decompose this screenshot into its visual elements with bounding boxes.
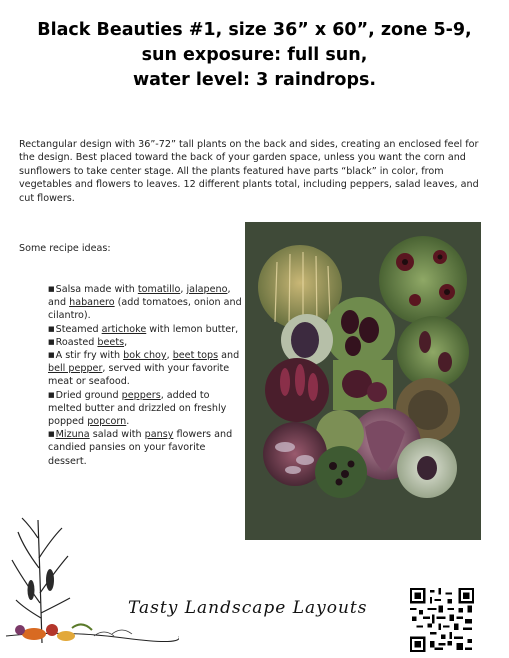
recipe-text: . (126, 416, 130, 428)
title-line-3: water level: 3 raindrops. (132, 70, 377, 90)
bullet-icon: ■ (48, 390, 55, 399)
recipe-link[interactable]: peppers (121, 389, 161, 401)
recipe-text: A stir fry with (55, 350, 124, 362)
recipe-text: salad with (89, 429, 145, 441)
recipe-text: Salsa made with (55, 284, 138, 295)
recipe-text: , added to melted butter and drizzled on freshly popped (48, 389, 227, 428)
bullet-icon: ■ (48, 351, 55, 360)
recipe-link[interactable]: habanero (69, 297, 115, 309)
recipe-item (48, 428, 243, 468)
plant-collage-image (245, 222, 481, 540)
recipe-link[interactable]: tomatillo (137, 284, 181, 295)
page-title (0, 18, 509, 93)
recipe-list (48, 283, 243, 468)
recipe-item (48, 389, 243, 429)
berry-image (315, 446, 367, 498)
leaf-image (397, 316, 469, 388)
recipe-text: and (218, 350, 240, 362)
beet-icon (15, 625, 25, 635)
recipe-text: (add tomatoes, onion and cilantro). (48, 297, 242, 322)
recipe-text: , (124, 336, 128, 348)
recipe-text: , served with your favorite meat or seafood. (48, 363, 230, 388)
recipe-link[interactable]: bell pepper (48, 363, 103, 375)
bullet-icon: ■ (48, 324, 55, 333)
intro-paragraph: Rectangular design with 36”-72” tall plants on the back and sides, creating an enclosed feel for the design. Best placed toward the back of your garden space, unless you want the corn and sunflowers to take center stage. All the plants featured have parts “black” in color, from vegetables and flowers to leaves. 12 different plants total, including peppers, salad leaves, and cut flowers. (19, 139, 479, 204)
recipe-link[interactable]: bok choy (123, 350, 167, 362)
veggie-logo (4, 508, 179, 653)
plant-collage (245, 222, 481, 540)
recipe-text: with lemon butter, (146, 323, 239, 335)
recipe-item (48, 323, 243, 336)
recipe-link[interactable]: beets (97, 336, 125, 348)
recipe-link[interactable]: jalapeno (186, 284, 228, 295)
recipe-item (48, 283, 243, 323)
recipe-text: , and (48, 284, 231, 309)
bullet-icon: ■ (48, 285, 55, 293)
recipe-text: flowers and candied pansies on your favorite dessert. (48, 429, 233, 467)
recipe-link[interactable]: Mizuna (55, 429, 90, 441)
recipe-text: Roasted (55, 336, 98, 348)
tomato-icon (46, 624, 58, 636)
recipe-heading: Some recipe ideas: (19, 243, 111, 254)
recipe-item (48, 349, 243, 389)
recipe-link[interactable]: popcorn (87, 416, 127, 428)
recipe-text: Dried ground (55, 389, 122, 401)
title-line-1: Black Beauties #1, size 36” x 60”, zone 5-9, (37, 20, 472, 40)
bullet-icon: ■ (48, 430, 55, 439)
brand-name: Tasty Landscape Layouts (128, 598, 368, 618)
recipe-text: , (180, 284, 187, 295)
recipe-text: , (166, 350, 173, 362)
recipe-link[interactable]: pansy (144, 429, 174, 441)
qr-code-icon[interactable] (410, 588, 474, 652)
recipe-text: Steamed (55, 323, 102, 335)
recipe-link[interactable]: beet tops (172, 350, 219, 362)
sunflower-image (379, 236, 467, 324)
carrot-icon (22, 628, 46, 640)
bullet-icon: ■ (48, 337, 55, 346)
title-line-2: sun exposure: full sun, (141, 45, 368, 65)
recipe-item (48, 336, 243, 349)
recipe-link[interactable]: artichoke (101, 323, 147, 335)
squash-icon (57, 631, 75, 641)
